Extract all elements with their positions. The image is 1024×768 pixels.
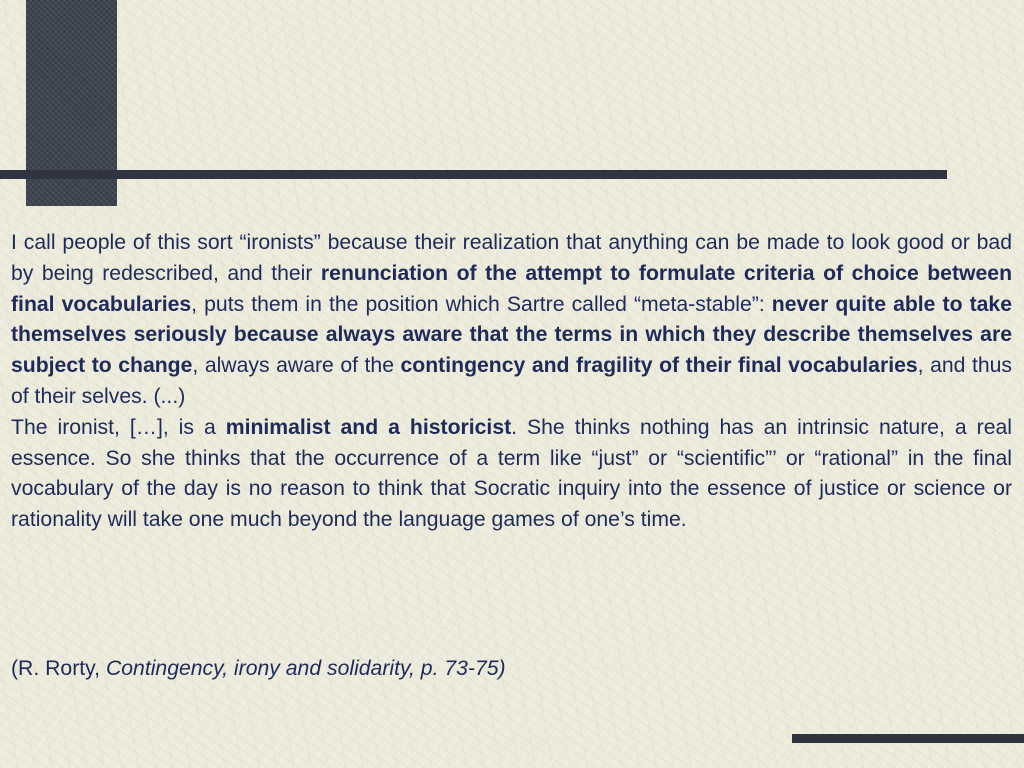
citation-title: Contingency, irony and solidarity, p. 73-75) [105,657,506,680]
paragraph-1-text-1: I call people of this sort “ironists” because their realization that anything can be made to look good or bad by being redescribed, and their [11,231,1012,285]
paragraph-1-bold-3: contingency and fragility of their final vocabularies [400,354,918,378]
quote-paragraph-2 [11,413,1012,536]
paragraph-1-text-2: , puts them in the position which Sartre called “meta-stable”: [191,292,772,316]
top-divider [0,170,947,179]
paragraph-1-text-4: , and thus of their selves. (...) [11,354,1013,408]
citation [11,654,506,685]
paragraph-2-text-2: . She thinks nothing has an intrinsic nature, a real essence. So she thinks that the occurrence of a term like “just” or “scientific”’ or “rational” in the final vocabulary of the day is no reason to think that Socratic inquiry into the essence of justice or science or rationality will take one much beyond the language games of one’s time. [11,415,1013,532]
quote-paragraph-1 [11,228,1012,413]
paragraph-1-bold-1: renunciation of the attempt to formulate criteria of choice between final vocabularies [11,261,1013,316]
paragraph-1-bold-2: never quite able to take themselves seriously because always aware that the terms in which they describe themselves are subject to change [11,292,1012,378]
paragraph-2-bold-1: minimalist and a historicist [225,415,512,439]
paragraph-2-text-1: The ironist, […], is a [11,415,226,439]
citation-prefix: (R. Rorty, [11,657,106,680]
paragraph-1-text-3: , always aware of the [192,354,401,378]
quote-text [11,228,1012,536]
bottom-divider [792,734,1024,743]
